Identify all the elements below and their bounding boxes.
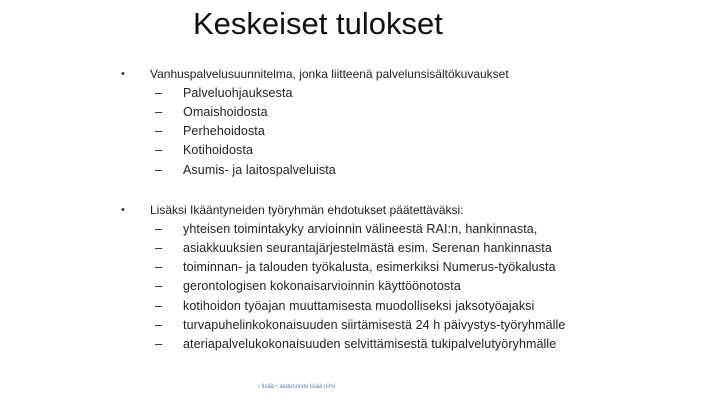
dash-marker: – — [155, 85, 163, 100]
list-item-text: Omaishoidosta — [183, 105, 268, 119]
list-item-text: turvapuhelinkokonaisuuden siirtämisestä 24 h päivystys-työryhmälle — [183, 318, 566, 332]
list-item-text: gerontologisen kokonaisarvioinnin käyttöönotosta — [183, 279, 461, 293]
bullet-marker: • — [121, 68, 125, 80]
dash-marker: – — [155, 259, 163, 274]
dash-marker: – — [155, 278, 163, 293]
slide-footer: › lisää › alatunniste lisää nimi — [258, 384, 336, 390]
list-item-text: asiakkuuksien seurantajärjestelmästä esim. Serenan hankinnasta — [183, 241, 552, 255]
bullet-text: Lisäksi Ikääntyneiden työryhmän ehdotukset päätettäväksi: — [150, 203, 464, 217]
dash-marker: – — [155, 221, 163, 236]
dash-marker: – — [155, 240, 163, 255]
list-item-text: Perhehoidosta — [183, 124, 265, 138]
list-item-text: kotihoidon työajan muuttamisesta muodolliseksi jaksotyöajaksi — [183, 299, 535, 313]
dash-marker: – — [155, 162, 163, 177]
dash-marker: – — [155, 104, 163, 119]
dash-marker: – — [155, 298, 163, 313]
dash-marker: – — [155, 336, 163, 351]
bullet-marker: • — [121, 204, 125, 216]
list-item-text: Asumis- ja laitospalveluista — [183, 163, 336, 177]
list-item-text: toiminnan- ja talouden työkalusta, esimerkiksi Numerus-työkalusta — [183, 260, 556, 274]
list-item-text: Palveluohjauksesta — [183, 86, 293, 100]
list-item-text: ateriapalvelukokonaisuuden selvittämisestä tukipalvelutyöryhmälle — [183, 337, 557, 351]
dash-marker: – — [155, 142, 163, 157]
list-item-text: yhteisen toimintakyky arvioinnin välineestä RAI:n, hankinnasta, — [183, 222, 538, 236]
dash-marker: – — [155, 317, 163, 332]
slide-title: Keskeiset tulokset — [193, 6, 443, 41]
bullet-text: Vanhuspalvelusuunnitelma, jonka liitteenä palvelunsisältökuvaukset — [150, 67, 509, 81]
list-item-text: Kotihoidosta — [183, 143, 253, 157]
dash-marker: – — [155, 123, 163, 138]
